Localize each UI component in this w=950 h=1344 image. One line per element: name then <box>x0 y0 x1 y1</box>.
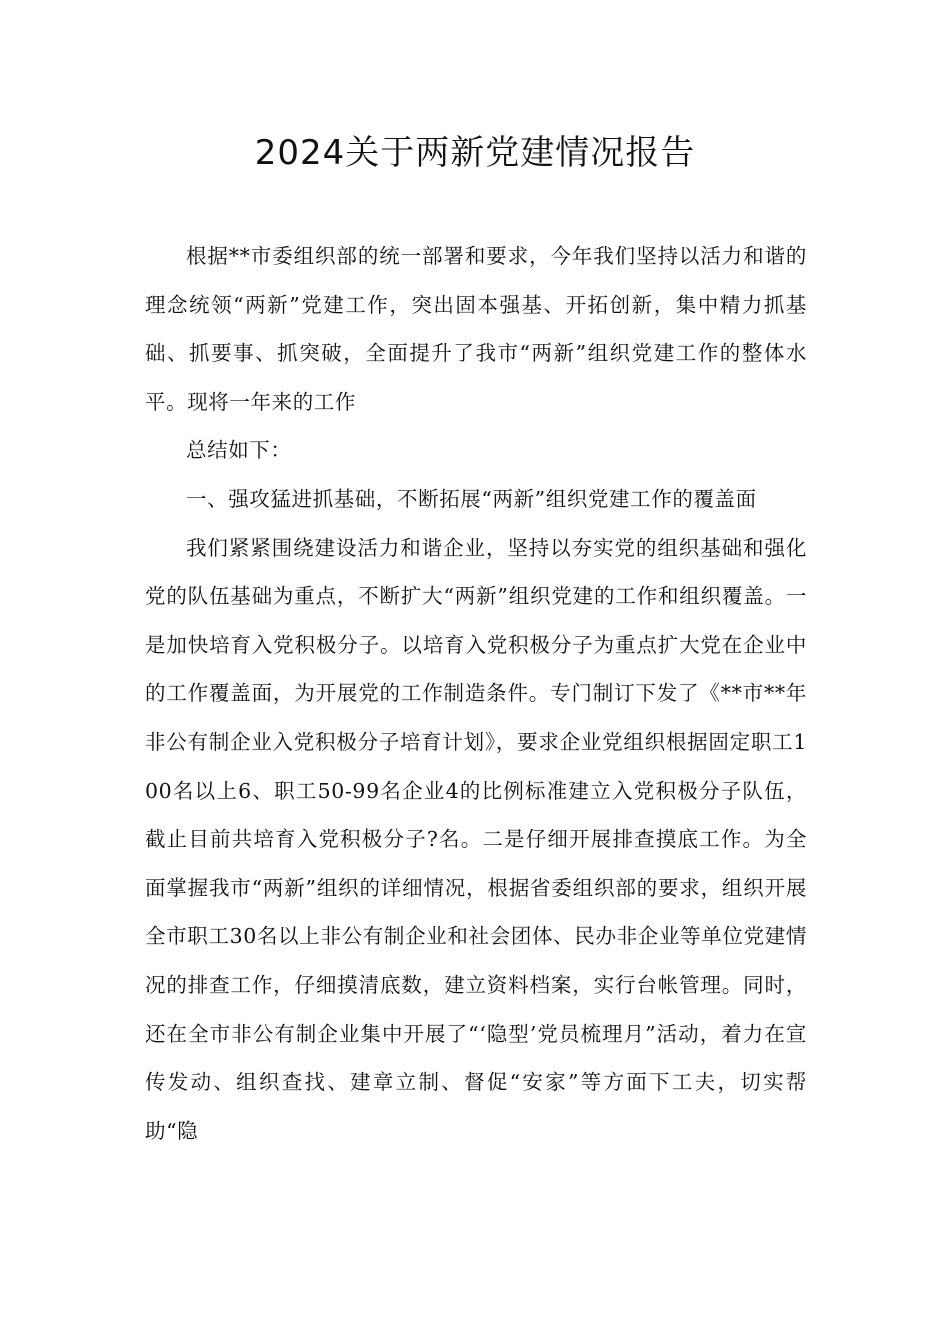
paragraph-intro: 根据**市委组织部的统一部署和要求，今年我们坚持以活力和谐的理念统领“两新”党建工作，突出固本强基、开拓创新，集中精力抓基础、抓要事、抓突破，全面提升了我市“两新”组织党建工作的整体水平。现将一年来的工作 <box>145 244 807 414</box>
section-heading-1: 一、强攻猛进抓基础，不断拓展“两新”组织党建工作的覆盖面 <box>186 486 757 511</box>
document-body <box>145 232 807 1155</box>
paragraph-section-1-body: 我们紧紧围绕建设活力和谐企业，坚持以夯实党的组织基础和强化党的队伍基础为重点，不断扩大“两新”组织党建的工作和组织覆盖。一是加快培育入党积极分子。以培育入党积极分子为重点扩大党在企业中的工作覆盖面，为开展党的工作制造条件。专门制订下发了《**市**年非公有制企业入党积极分子培育计划》，要求企业党组织根据固定职工100名以上6、职工50-99名企业4的比例标准建立入党积极分子队伍，截止目前共培育入党积极分子?名。二是仔细开展排查摸底工作。为全面掌握我市“两新”组织的详细情况，根据省委组织部的要求，组织开展全市职工30名以上非公有制企业和社会团体、民办非企业等单位党建情况的排查工作，仔细摸清底数，建立资料档案，实行台帐管理。同时，还在全市非公有制企业集中开展了“‘隐型’党员梳理月”活动，着力在宣传发动、组织查找、建章立制、督促“安家”等方面下工夫，切实帮助“隐 <box>145 535 807 1143</box>
paragraph-summary-lead: 总结如下： <box>186 438 292 463</box>
document-title: 2024关于两新党建情况报告 <box>254 133 696 173</box>
